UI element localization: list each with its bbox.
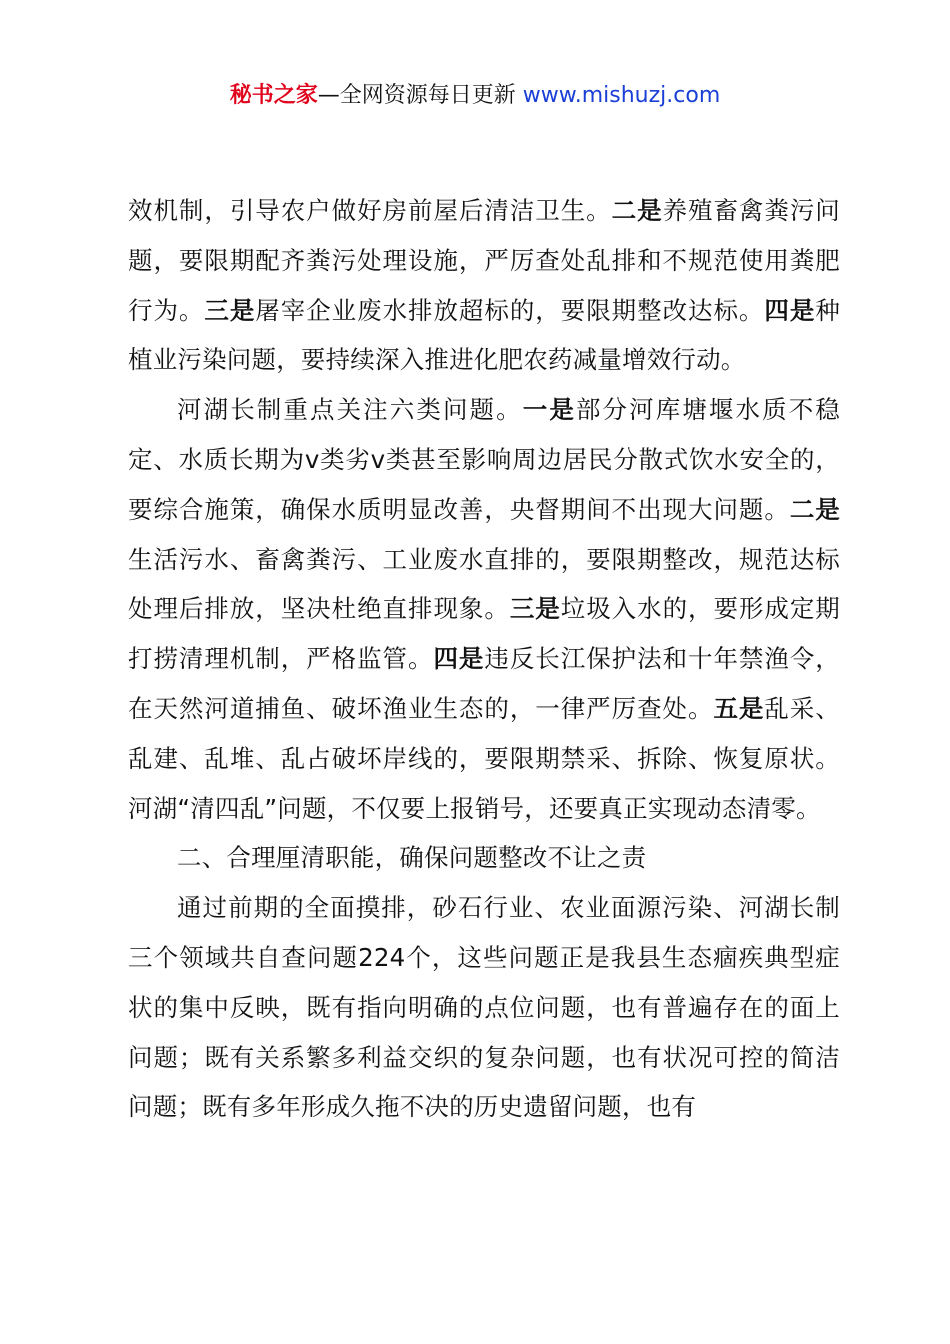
paragraph-1: [128, 186, 840, 385]
text-segment: 垃圾入水的，要形成定期打捞清理机制，严格监管。: [128, 594, 841, 674]
text-segment: 生活污水、畜禽粪污、工业废水直排的，要限期整改，规范达标处理后排放，坚决杜绝直排现象。: [128, 544, 840, 624]
text-segment: 河湖长制重点关注六类问题。: [177, 395, 523, 425]
paragraph-3: [128, 883, 840, 1132]
bold-marker: 三是: [509, 594, 561, 624]
heading-text: 二、合理厘清职能，确保问题整改不让之责: [177, 843, 647, 873]
text-segment: 屠宰企业废水排放超标的，要限期整改达标。: [255, 295, 765, 325]
bold-marker: 一是: [522, 395, 576, 425]
site-url[interactable]: www.mishuzj.com: [522, 83, 721, 108]
bold-marker: 四是: [433, 644, 485, 674]
text-segment: 违反长江保护法和十年禁渔令，在天然河道捕鱼、破坏渔业生态的，一律严厉查处。: [128, 644, 840, 723]
bold-marker: 二是: [789, 494, 840, 524]
document-body: [128, 186, 840, 1132]
bold-marker: 五是: [713, 693, 765, 723]
text-segment: 通过前期的全面摸排，砂石行业、农业面源污染、河湖长制三个领域共自查问题224个，这些问题正是我县生态痼疾典型症状的集中反映，既有指向明确的点位问题，也有普遍存在的面上问题；既有关系繁多利益交织的复杂问题，也有状况可控的简洁问题；既有多年形成久拖不决的历史遗留问题，也有: [128, 893, 840, 1122]
text-segment: 种植业污染问题，要持续深入推进化肥农药减量增效行动。: [128, 295, 841, 375]
site-brand: 秘书之家: [229, 83, 318, 108]
section-heading: [128, 833, 840, 883]
site-slogan: —全网资源每日更新: [317, 83, 523, 108]
text-segment: 乱采、乱建、乱堆、乱占破坏岸线的，要限期禁采、拆除、恢复原状。河湖“清四乱”问题，不仅要上报销号，还要真正实现动态清零。: [128, 693, 840, 823]
text-segment: 养殖畜禽粪污问题，要限期配齐粪污处理设施，严厉查处乱排和不规范使用粪肥行为。: [128, 196, 840, 325]
page-header: [0, 78, 950, 114]
bold-marker: 三是: [204, 295, 256, 325]
bold-marker: 四是: [764, 295, 816, 325]
paragraph-2: [128, 385, 840, 833]
text-segment: 效机制，引导农户做好房前屋后清洁卫生。: [128, 196, 612, 225]
text-segment: 部分河库塘堰水质不稳定、水质长期为ⅴ类劣ⅴ类甚至影响周边居民分散式饮水安全的，要综合施策，确保水质明显改善，央督期间不出现大问题。: [128, 395, 841, 524]
bold-marker: 二是: [611, 196, 663, 225]
